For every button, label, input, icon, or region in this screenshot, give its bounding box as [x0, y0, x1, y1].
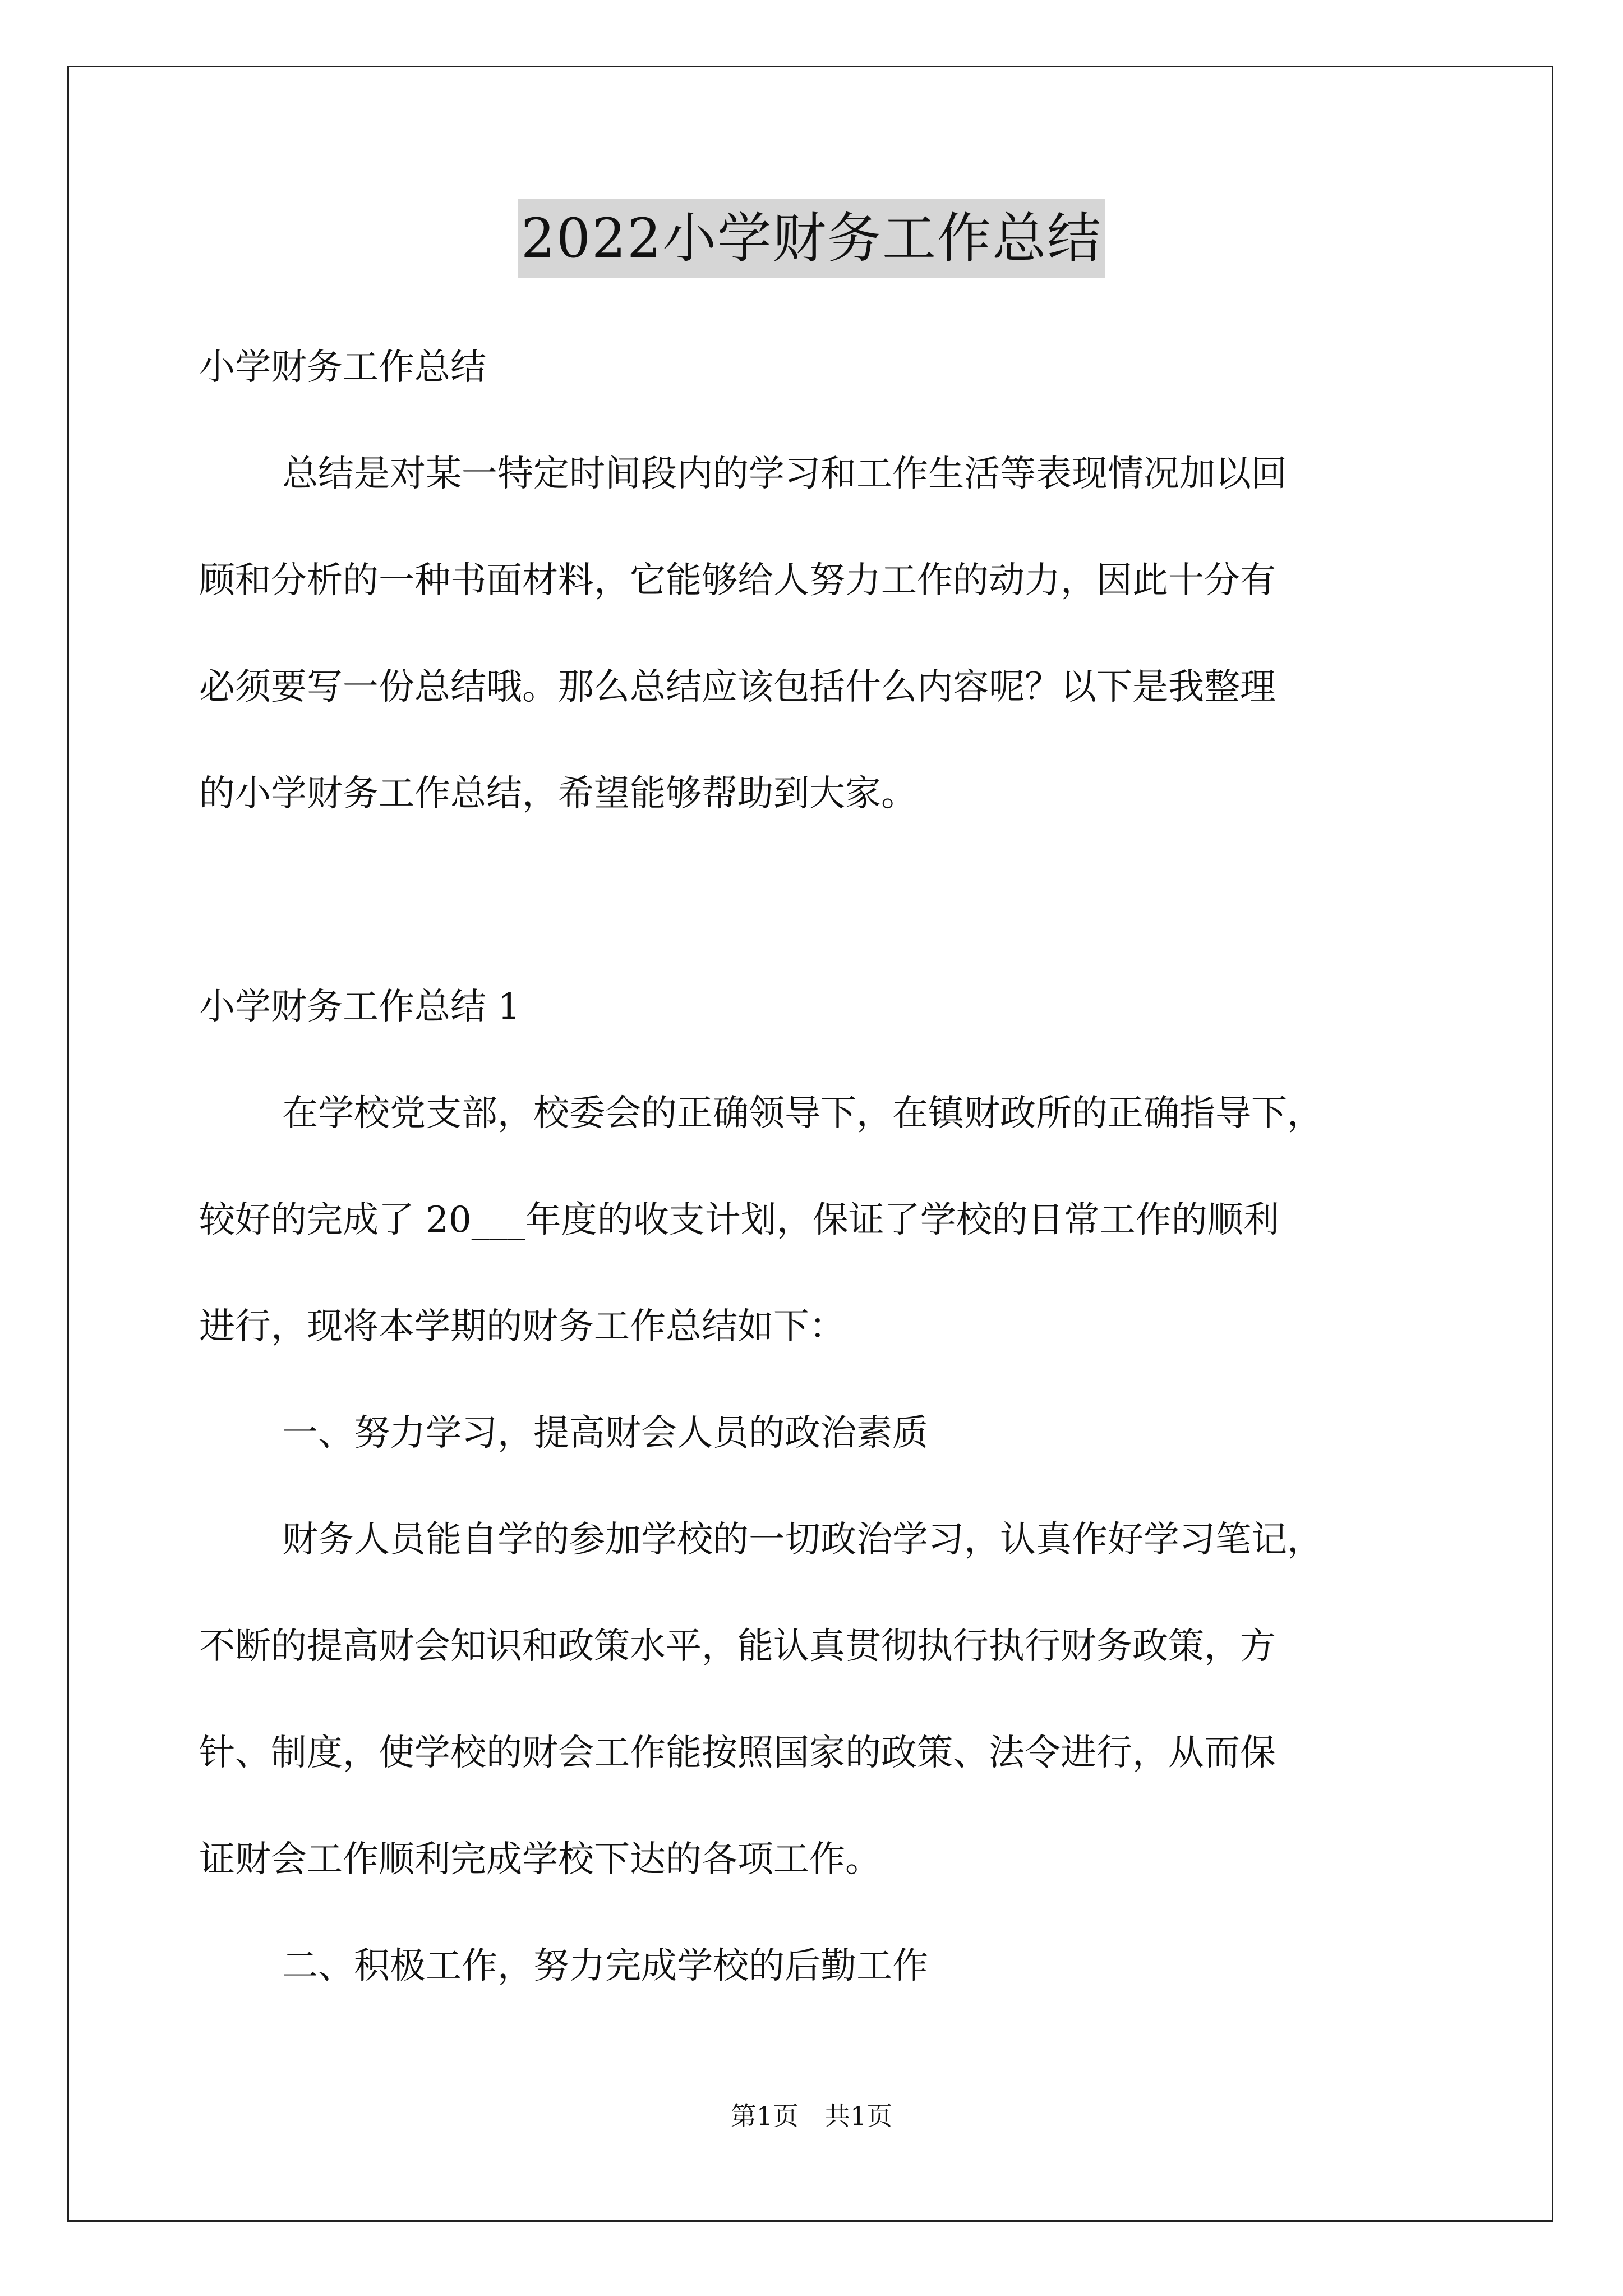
spacer: [199, 847, 1438, 954]
paragraph-line: 财务人员能自学的参加学校的一切政治学习，认真作好学习笔记，: [282, 1519, 1323, 1561]
paragraph-line: 在学校党支部，校委会的正确领导下，在镇财政所的正确指导下，: [282, 1093, 1323, 1134]
paragraph-line: 针、制度，使学校的财会工作能按照国家的政策、法令进行，从而保: [199, 1732, 1276, 1774]
point-heading: 一、努力学习，提高财会人员的政治素质: [282, 1412, 928, 1454]
intro-heading: 小学财务工作总结: [199, 347, 486, 388]
section-heading: 小学财务工作总结 1: [199, 986, 521, 1028]
document-title: 2022小学财务工作总结: [518, 199, 1105, 278]
page-footer: 第1页 共1页: [730, 2101, 893, 2131]
paragraph-line: 进行，现将本学期的财务工作总结如下：: [199, 1306, 845, 1347]
paragraph-line: 不断的提高财会知识和政策水平，能认真贯彻执行执行财务政策，方: [199, 1626, 1276, 1667]
paragraph-line: 顾和分析的一种书面材料，它能够给人努力工作的动力，因此十分有: [199, 560, 1276, 601]
paragraph-line: 较好的完成了 20___年度的收支计划，保证了学校的日常工作的顺利: [199, 1199, 1279, 1241]
title-container: [0, 199, 1623, 278]
paragraph-line: 的小学财务工作总结，希望能够帮助到大家。: [199, 773, 917, 815]
paragraph-line: 必须要写一份总结哦。那么总结应该包括什么内容呢？以下是我整理: [199, 666, 1276, 708]
document-body: [199, 314, 1438, 2019]
paragraph-line: 总结是对某一特定时间段内的学习和工作生活等表现情况加以回: [282, 453, 1287, 495]
point-heading: 二、积极工作，努力完成学校的后勤工作: [282, 1945, 928, 1987]
paragraph-line: 证财会工作顺利完成学校下达的各项工作。: [199, 1839, 881, 1880]
